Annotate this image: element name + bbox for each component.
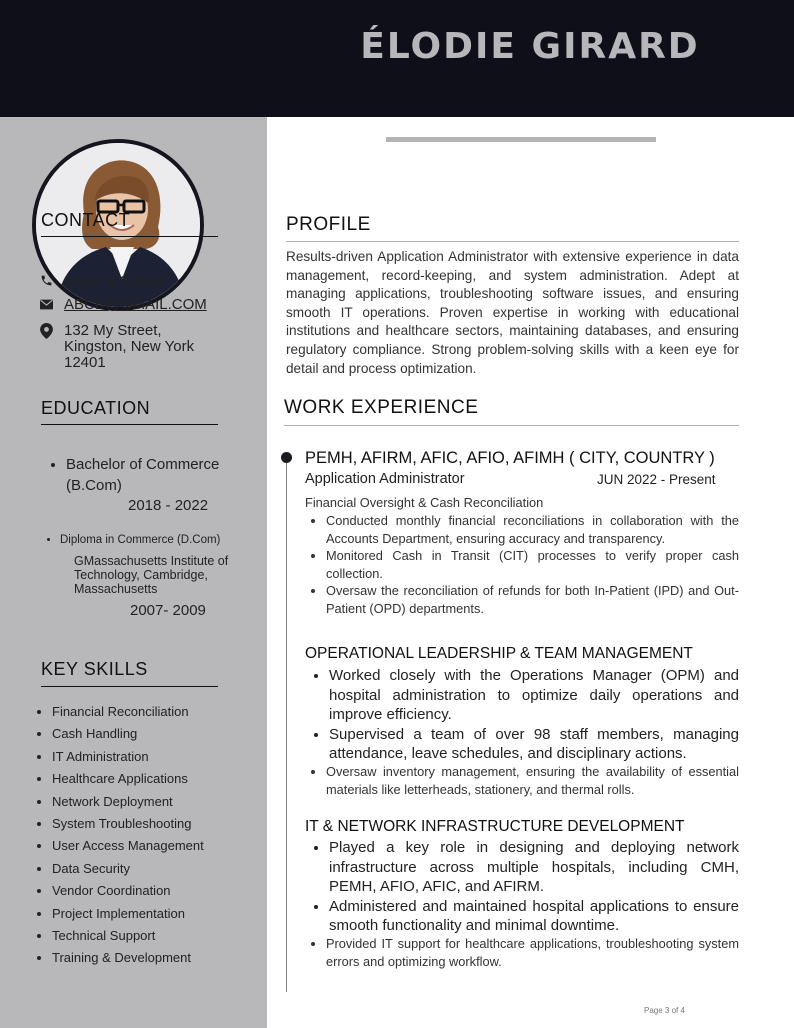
- skill-item: • Financial Reconciliation: [52, 703, 256, 725]
- profile-heading: PROFILE: [286, 214, 371, 235]
- skill-item: • System Troubleshooting: [52, 815, 256, 837]
- skill-item: • Technical Support: [52, 927, 256, 949]
- it-bullet-small: [310, 935, 739, 970]
- list-item: • Administered and maintained hospital applications to ensure smooth functionality and minimal downtime.: [329, 897, 739, 936]
- subsection-title-financial: Financial Oversight & Cash Reconciliation: [305, 495, 544, 510]
- address-line-1: 132 My Street,: [64, 322, 162, 339]
- list-item: • Provided IT support for healthcare applications, troubleshooting system errors and optimizing workflow.: [326, 935, 739, 970]
- location-pin-icon: [40, 323, 64, 343]
- phone-text: (555) 123-4567: [64, 273, 167, 290]
- work-heading: WORK EXPERIENCE: [284, 397, 479, 418]
- timeline-line: [286, 460, 287, 992]
- page-number: Page 3 of 4: [644, 1006, 685, 1015]
- degree-1-years: 2018 - 2022: [128, 497, 209, 514]
- job-role: Application Administrator: [305, 471, 465, 487]
- skill-item: • Network Deployment: [52, 793, 256, 815]
- work-divider: [284, 425, 739, 426]
- operations-bullets: [313, 666, 739, 764]
- timeline-dot: [281, 452, 292, 463]
- list-item: • Oversaw inventory management, ensuring the availability of essential materials like letterheads, stationery, and thermal rolls.: [326, 763, 739, 798]
- job-dates: JUN 2022 - Present: [597, 472, 716, 487]
- job-organization: PEMH, AFIRM, AFIC, AFIO, AFIMH ( CITY, COUNTRY ): [305, 449, 715, 467]
- education-entry-1: [50, 454, 250, 496]
- contact-email[interactable]: [40, 297, 207, 314]
- operations-bullet-small: [310, 763, 739, 798]
- skill-item: • IT Administration: [52, 748, 256, 770]
- contact-divider: [41, 236, 218, 237]
- skills-heading: KEY SKILLS: [41, 659, 148, 679]
- skill-item: • Healthcare Applications: [52, 770, 256, 792]
- list-item: • Conducted monthly financial reconciliations in collaboration with the Accounts Department, ensuring accuracy and transparency.: [326, 512, 739, 547]
- address-line-3: 12401: [64, 354, 106, 371]
- skill-item: • Project Implementation: [52, 905, 256, 927]
- degree-2-school: GMassachusetts Institute of Technology, Cambridge, Massachusetts: [74, 554, 229, 596]
- address-text: [64, 323, 194, 371]
- profile-text: Results-driven Application Administrator with extensive experience in data management, record-keeping, and system administration. Adept at managing applications, troubleshooting software issues, and ensuring smooth IT operations. Proven expertise in working with educational institutions and healthcare sectors, maintaining databases, and ensuring regulatory compliance. Strong problem-solving skills with a keen eye for detail and process optimization.: [286, 249, 739, 376]
- list-item: • Worked closely with the Operations Manager (OPM) and hospital administration to optimize daily operations and improve efficiency.: [329, 666, 739, 725]
- it-bullets: [313, 838, 739, 936]
- degree-2-years: 2007- 2009: [130, 602, 206, 619]
- skills-list: [36, 703, 256, 972]
- name-underline: [386, 137, 656, 142]
- contact-address: [40, 323, 194, 371]
- envelope-icon: [40, 297, 64, 314]
- list-item: • Monitored Cash in Transit (CIT) processes to verify proper cash collection.: [326, 547, 739, 582]
- list-item: • Oversaw the reconciliation of refunds for both In-Patient (IPD) and Out-Patient (OPD) departments.: [326, 582, 739, 617]
- subsection-title-operations: OPERATIONAL LEADERSHIP & TEAM MANAGEMENT: [305, 645, 693, 662]
- skill-item: • User Access Management: [52, 837, 256, 859]
- education-heading: EDUCATION: [41, 398, 151, 418]
- subsection-title-it: IT & NETWORK INFRASTRUCTURE DEVELOPMENT: [305, 818, 685, 835]
- education-entry-2: [48, 534, 258, 546]
- financial-bullets: [310, 512, 739, 617]
- education-divider: [41, 424, 218, 425]
- degree-1: • Bachelor of Commerce (B.Com): [66, 454, 250, 496]
- address-line-2: Kingston, New York: [64, 338, 195, 355]
- skill-item: • Training & Development: [52, 949, 256, 971]
- skill-item: • Vendor Coordination: [52, 882, 256, 904]
- degree-2: • Diploma in Commerce (D.Com): [60, 534, 258, 546]
- candidate-name: ÉLODIE GIRARD: [360, 26, 700, 67]
- skill-item: • Cash Handling: [52, 725, 256, 747]
- profile-divider: [286, 241, 739, 242]
- skill-item: • Data Security: [52, 860, 256, 882]
- list-item: • Supervised a team of over 98 staff members, managing attendance, leave schedules, and disciplinary actions.: [329, 725, 739, 764]
- skills-divider: [41, 686, 218, 687]
- contact-heading: CONTACT: [41, 210, 131, 230]
- phone-icon: [40, 274, 64, 291]
- list-item: • Played a key role in designing and deploying network infrastructure across multiple hospitals, including CMH, PEMH, AFIO, AFIC, and AFIRM.: [329, 838, 739, 897]
- email-link[interactable]: ABCD@GMAIL.COM: [64, 296, 207, 313]
- contact-phone: [40, 274, 167, 291]
